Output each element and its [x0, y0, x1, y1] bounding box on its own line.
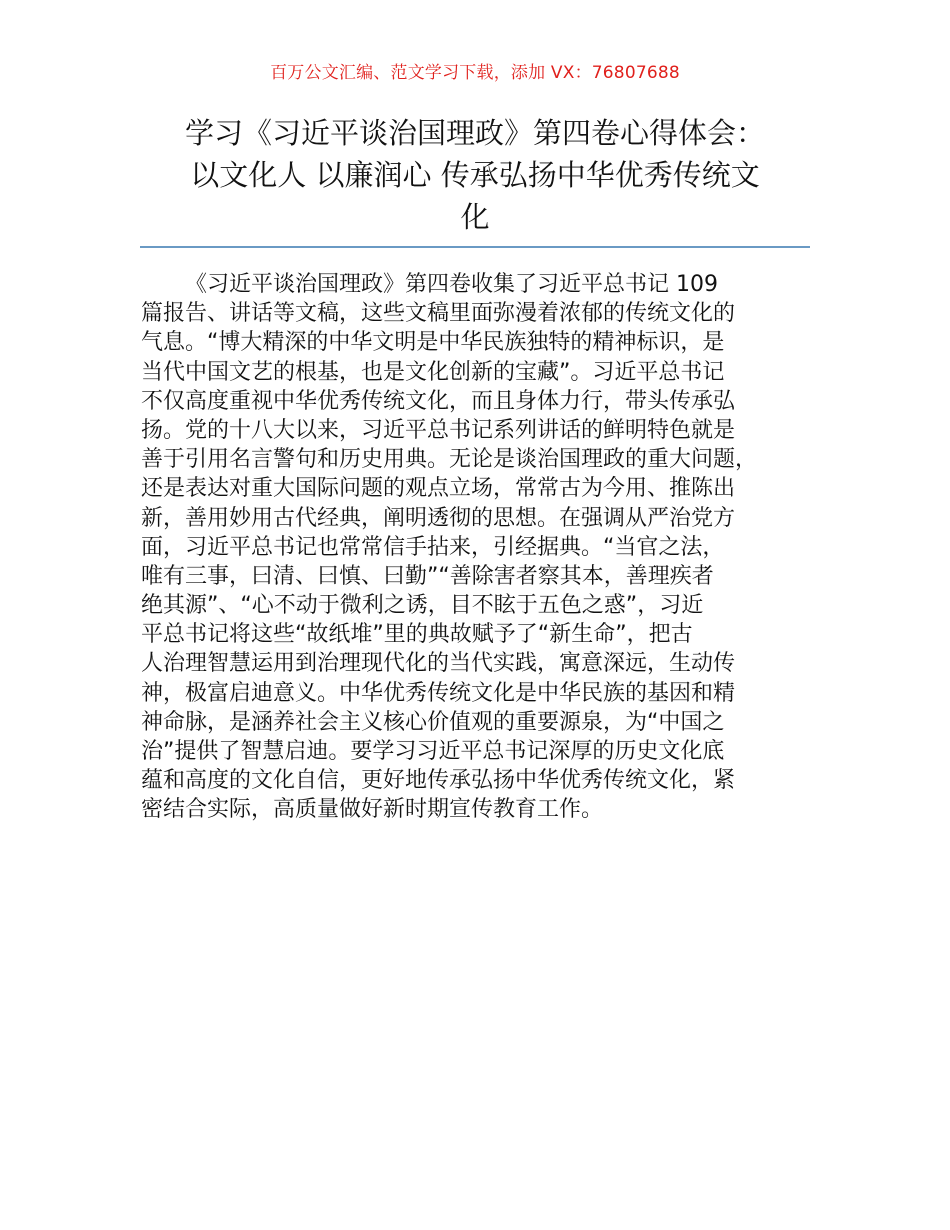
paragraph-line: 扬。党的十八大以来，习近平总书记系列讲话的鲜明特色就是 [141, 417, 736, 443]
paragraph-line: 神，极富启迪意义。中华优秀传统文化是中华民族的基因和精 [141, 680, 736, 706]
paragraph-line: 密结合实际，高质量做好新时期宣传教育工作。 [141, 797, 604, 823]
title-line: 学习《习近平谈治国理政》第四卷心得体会： [184, 116, 765, 150]
paragraph-line: 篇报告、讲话等文稿，这些文稿里面弥漫着浓郁的传统文化的 [141, 301, 736, 327]
paragraph-line: 神命脉，是涵养社会主义核心价值观的重要源泉，为“中国之 [141, 709, 725, 735]
title-line: 化 [460, 200, 490, 234]
paragraph-line: 气息。“博大精深的中华文明是中华民族独特的精神标识，是 [141, 330, 725, 356]
watermark-header: 百万公文汇编、范文学习下载，添加 VX：76807688 [270, 63, 680, 83]
paragraph-line: 还是表达对重大国际问题的观点立场，常常古为今用、推陈出 [141, 476, 736, 502]
paragraph-line: 人治理智慧运用到治理现代化的当代实践，寓意深远，生动传 [141, 651, 736, 677]
paragraph-line: 当代中国文艺的根基，也是文化创新的宝藏”。习近平总书记 [141, 359, 725, 385]
paragraph-line: 善于引用名言警句和历史用典。无论是谈治国理政的重大问题， [141, 447, 758, 473]
paragraph-line: 绝其源”、“心不动于微利之诱，目不眩于五色之惑”，习近 [141, 593, 704, 619]
paragraph-line: 治”提供了智慧启迪。要学习习近平总书记深厚的历史文化底 [141, 739, 725, 764]
body-paragraph [141, 270, 831, 825]
paragraph-line: 《习近平谈治国理政》第四卷收集了习近平总书记 109 [185, 272, 718, 297]
paragraph-line: 唯有三事，曰清、曰慎、曰勤”“善除害者察其本，善理疾者 [141, 563, 714, 589]
paragraph-line: 新，善用妙用古代经典，阐明透彻的思想。在强调从严治党方 [141, 505, 736, 531]
title-divider [140, 246, 810, 248]
paragraph-line: 面，习近平总书记也常常信手拈来，引经据典。“当官之法， [141, 534, 725, 560]
document-title [130, 112, 820, 238]
paragraph-line: 平总书记将这些“故纸堆”里的典故赋予了“新生命”，把古 [141, 622, 693, 648]
paragraph-line: 蕴和高度的文化自信，更好地传承弘扬中华优秀传统文化，紧 [141, 768, 736, 794]
paragraph-line: 不仅高度重视中华优秀传统文化，而且身体力行，带头传承弘 [141, 388, 736, 414]
title-line: 以文化人 以廉润心 传承弘扬中华优秀传统文 [190, 158, 760, 192]
